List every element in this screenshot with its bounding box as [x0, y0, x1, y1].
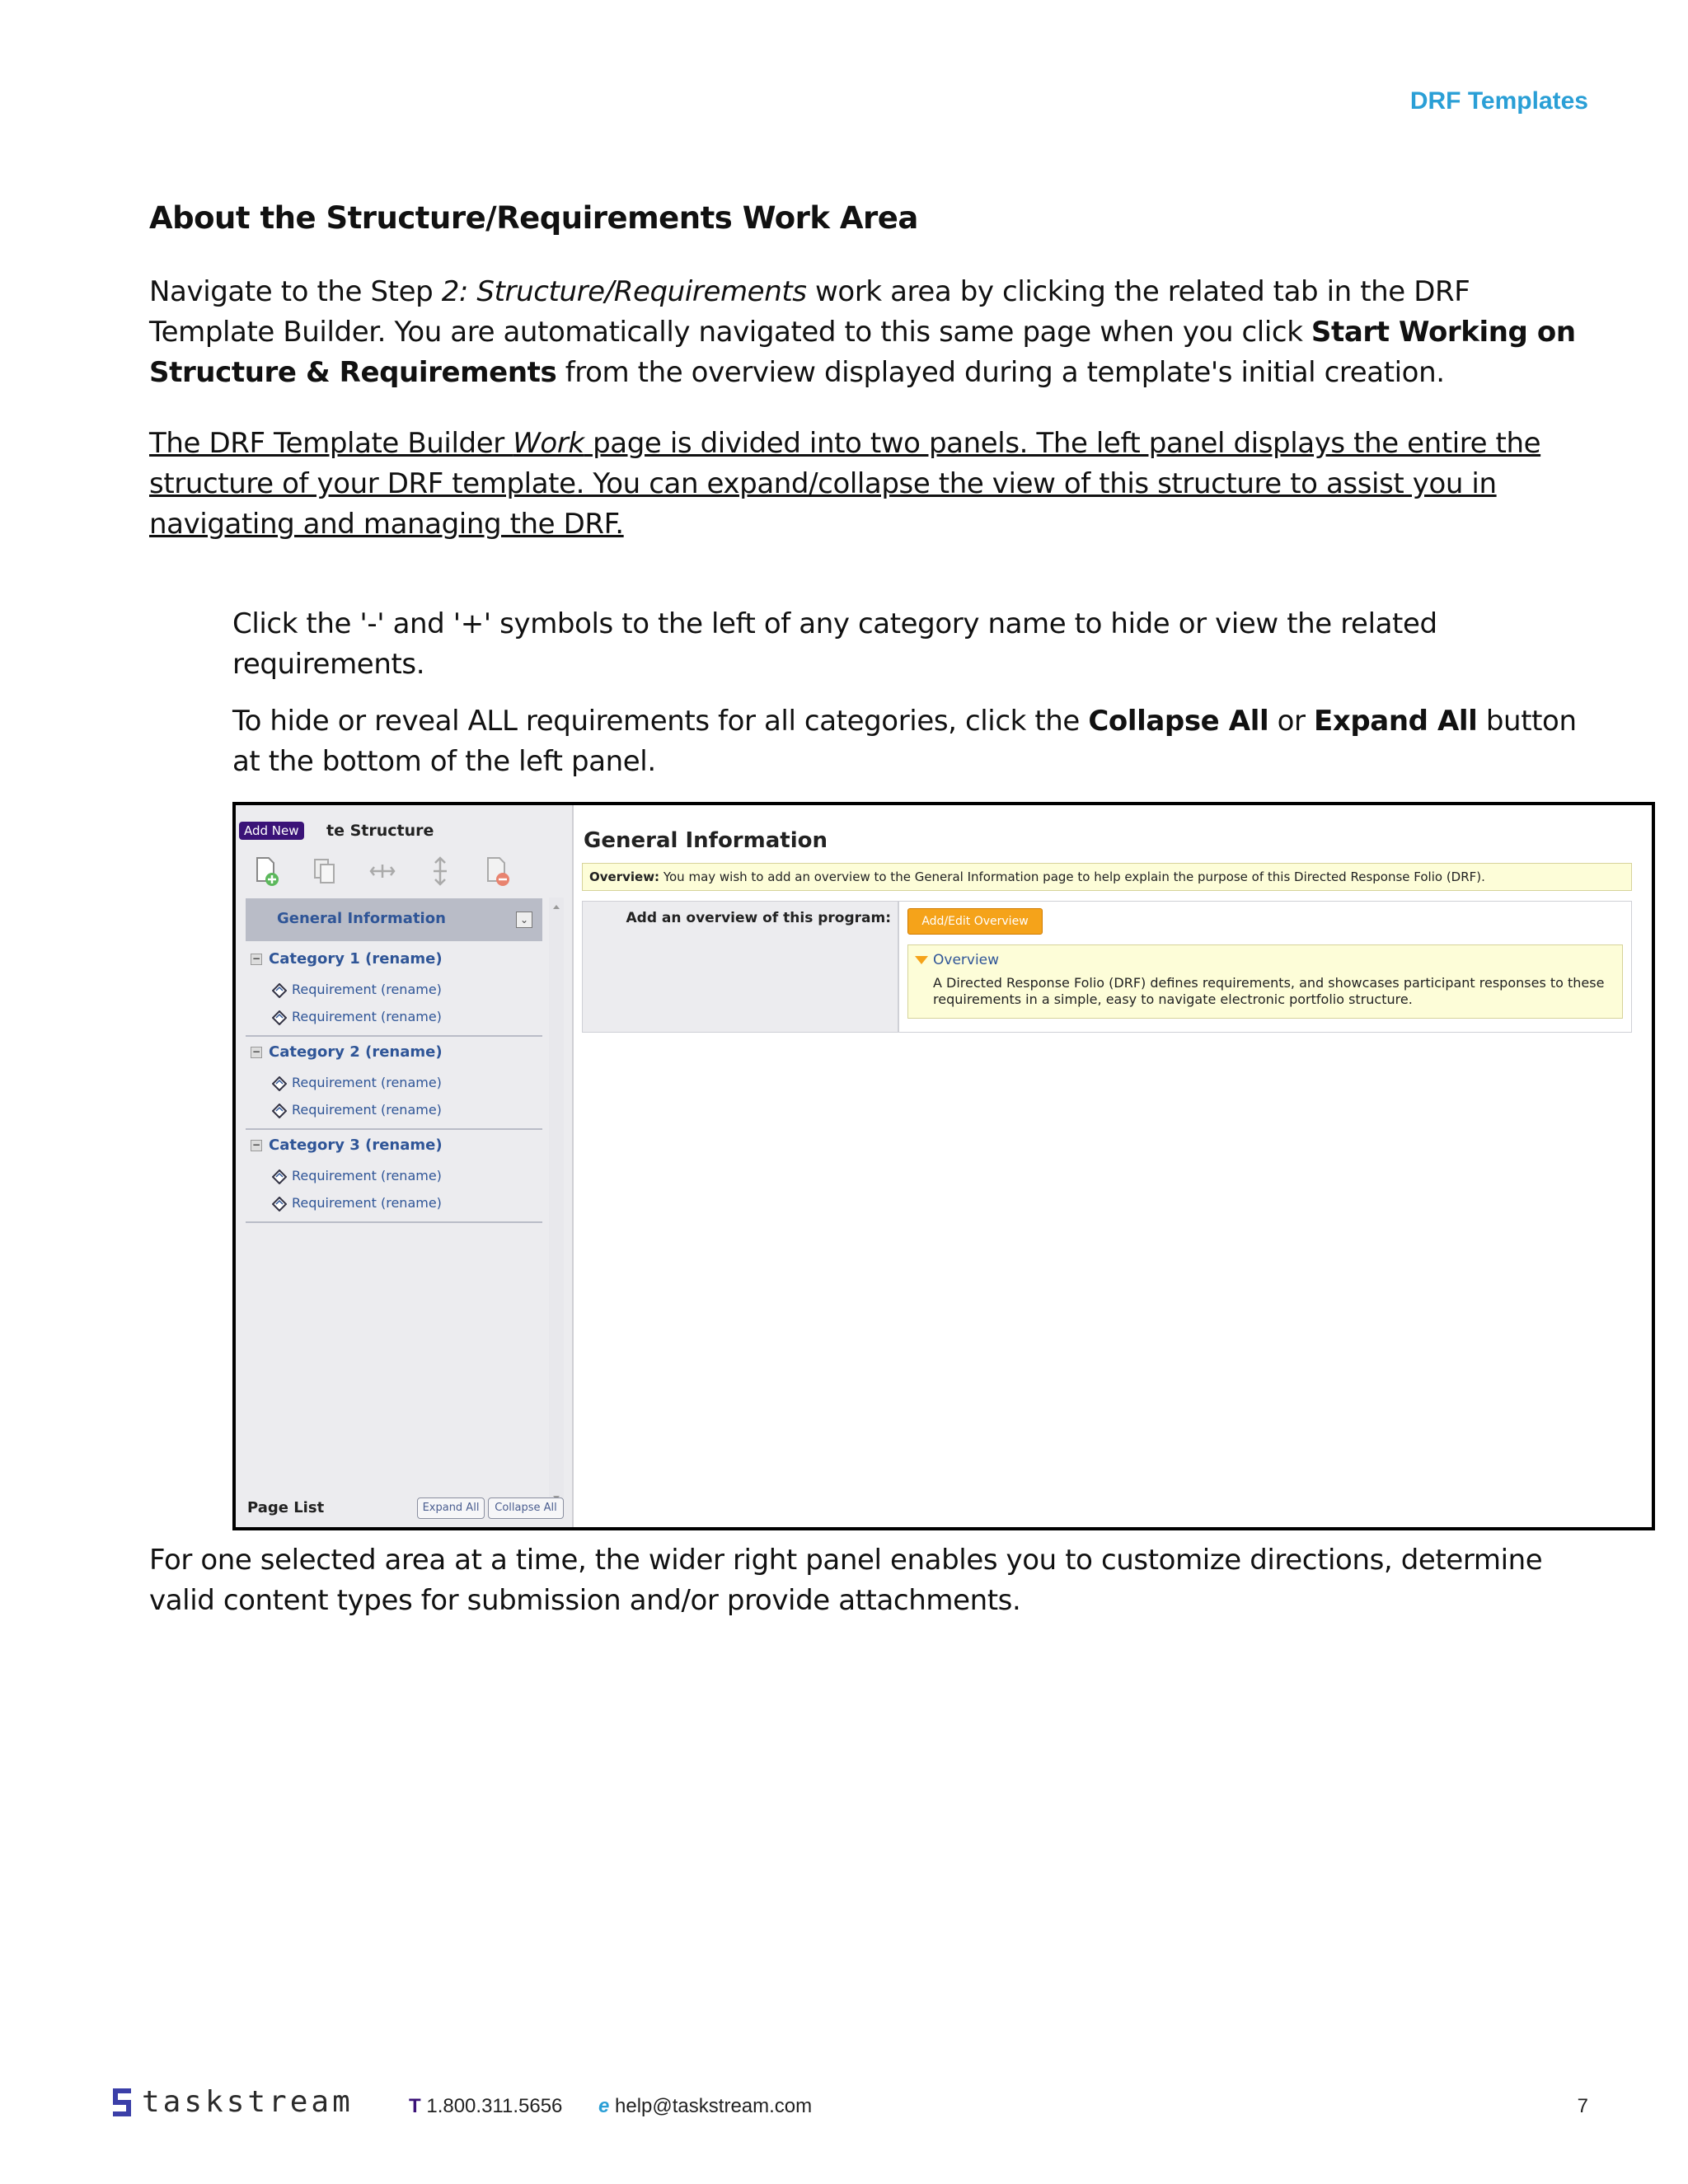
requirement-2-2[interactable]	[272, 1102, 442, 1118]
phone-number: 1.800.311.5656	[420, 2095, 563, 2117]
footer-phone	[409, 2095, 562, 2118]
overview-row-label-cell	[583, 902, 899, 1032]
overview-toggle[interactable]	[915, 952, 999, 968]
requirement-3-1[interactable]	[272, 1168, 442, 1184]
collapse-minus-icon[interactable]: −	[251, 953, 261, 964]
bullet2-collapse-all: Collapse All	[1088, 705, 1269, 738]
selected-item-label: General Information	[277, 910, 446, 927]
category-3-label: Category 3 (rename)	[269, 1137, 443, 1154]
page-number: 7	[1577, 2095, 1588, 2117]
detail-panel-title: General Information	[584, 828, 828, 853]
intro-paragraph	[149, 272, 1600, 393]
overview-box	[907, 944, 1623, 1019]
section-heading: About the Structure/Requirements Work Area	[149, 200, 918, 236]
intro-text-2: work area by clicking the related tab in the DRF Template Builder. You are automatically navigated to this same page when you click	[149, 275, 1470, 349]
panels-paragraph	[149, 424, 1600, 545]
add-page-icon[interactable]	[252, 855, 282, 888]
panels-text-1: The DRF Template Builder	[149, 427, 513, 460]
add-edit-overview-button[interactable]: Add/Edit Overview	[907, 908, 1043, 935]
overview-text: A Directed Response Folio (DRF) defines requirements, and showcases participant responses to these requirements in a simple, easy to navigate electronic portfolio structure.	[933, 975, 1605, 1007]
category-divider	[246, 1035, 542, 1037]
category-1-label: Category 1 (rename)	[269, 950, 443, 968]
structure-panel	[236, 805, 574, 1527]
category-divider	[246, 1128, 542, 1130]
overview-title: Overview	[933, 952, 1000, 968]
selected-item-general-information[interactable]	[246, 898, 542, 941]
requirement-1-2-label: Requirement (rename)	[292, 1009, 442, 1024]
bullet-expand-collapse: Click the '-' and '+' symbols to the left of any category name to hide or view the related requirements.	[232, 607, 1437, 681]
requirement-diamond-icon	[272, 1104, 287, 1118]
scrollbar[interactable]	[549, 898, 564, 1507]
bullet2-text-1: To hide or reveal ALL requirements for all categories, click the	[232, 705, 1089, 738]
requirement-3-1-label: Requirement (rename)	[292, 1168, 442, 1183]
move-vertical-icon[interactable]	[425, 855, 455, 888]
panels-work-italic: Work	[513, 427, 584, 460]
collapse-minus-icon[interactable]: −	[251, 1046, 261, 1057]
category-divider	[246, 1221, 542, 1223]
requirement-diamond-icon	[272, 1076, 287, 1091]
copy-icon[interactable]	[310, 855, 340, 888]
requirement-3-2-label: Requirement (rename)	[292, 1195, 442, 1211]
structure-panel-title: te Structure	[326, 822, 434, 840]
closing-paragraph: For one selected area at a time, the wider right panel enables you to customize directions, determine valid content types for submission and/or provide attachments.	[149, 1544, 1543, 1617]
requirement-2-2-label: Requirement (rename)	[292, 1102, 442, 1118]
triangle-down-icon	[915, 956, 928, 964]
requirement-1-1[interactable]	[272, 982, 442, 998]
email-address[interactable]: help@taskstream.com	[609, 2095, 813, 2117]
footer-email	[598, 2095, 812, 2118]
intro-text-3: from the overview displayed during a template's initial creation.	[556, 356, 1445, 389]
requirement-3-2[interactable]	[272, 1195, 442, 1212]
phone-prefix: T	[409, 2095, 421, 2117]
taskstream-logo-icon	[110, 2085, 134, 2121]
bullet2-text-2: button at the bottom of the left panel.	[232, 705, 1577, 778]
chevron-down-icon[interactable]: ⌄	[516, 912, 532, 928]
panels-text-2: page is divided into two panels. The left panel displays the entire the structure of your DRF template. You can expand/collapse the view of this structure to assist you in navigating and managing the DRF.	[149, 427, 1541, 541]
requirement-1-2[interactable]	[272, 1009, 442, 1025]
requirement-diamond-icon	[272, 983, 287, 998]
requirement-2-1[interactable]	[272, 1075, 442, 1091]
category-2[interactable]	[246, 1043, 542, 1061]
overview-note	[582, 863, 1632, 891]
overview-row	[582, 901, 1632, 1033]
category-1[interactable]	[246, 950, 542, 968]
requirement-diamond-icon	[272, 1197, 287, 1212]
intro-text-1: Navigate to the Step	[149, 275, 442, 308]
category-2-label: Category 2 (rename)	[269, 1043, 443, 1061]
bullet2-or: or	[1268, 705, 1314, 738]
running-header: DRF Templates	[1409, 87, 1588, 115]
category-3[interactable]	[246, 1137, 542, 1154]
move-horizontal-icon[interactable]	[368, 855, 397, 888]
overview-note-text: You may wish to add an overview to the General Information page to help explain the purpose of this Directed Response Folio (DRF).	[659, 869, 1485, 884]
overview-row-label: Add an overview of this program:	[626, 910, 891, 926]
delete-page-icon[interactable]	[483, 855, 513, 888]
collapse-all-button[interactable]: Collapse All	[488, 1497, 564, 1519]
builder-screenshot	[232, 802, 1655, 1530]
requirement-diamond-icon	[272, 1010, 287, 1025]
structure-panel-footer	[236, 1489, 572, 1530]
requirement-diamond-icon	[272, 1169, 287, 1184]
brand-name: taskstream	[142, 2085, 354, 2119]
overview-note-label: Overview:	[589, 869, 660, 884]
bullet-collapse-all	[232, 701, 1592, 782]
collapse-minus-icon[interactable]: −	[251, 1139, 261, 1151]
add-new-tooltip: Add New	[239, 822, 304, 840]
intro-bold-button-name: Start Working on Structure & Requirements	[149, 316, 1576, 389]
email-prefix: e	[598, 2095, 610, 2117]
bullet2-expand-all: Expand All	[1314, 705, 1478, 738]
requirement-2-1-label: Requirement (rename)	[292, 1075, 442, 1090]
intro-step-name: 2: Structure/Requirements	[441, 275, 807, 308]
requirement-1-1-label: Requirement (rename)	[292, 982, 442, 997]
expand-all-button[interactable]: Expand All	[417, 1497, 485, 1519]
detail-panel	[575, 805, 1652, 1527]
page-list-label: Page List	[247, 1499, 325, 1516]
